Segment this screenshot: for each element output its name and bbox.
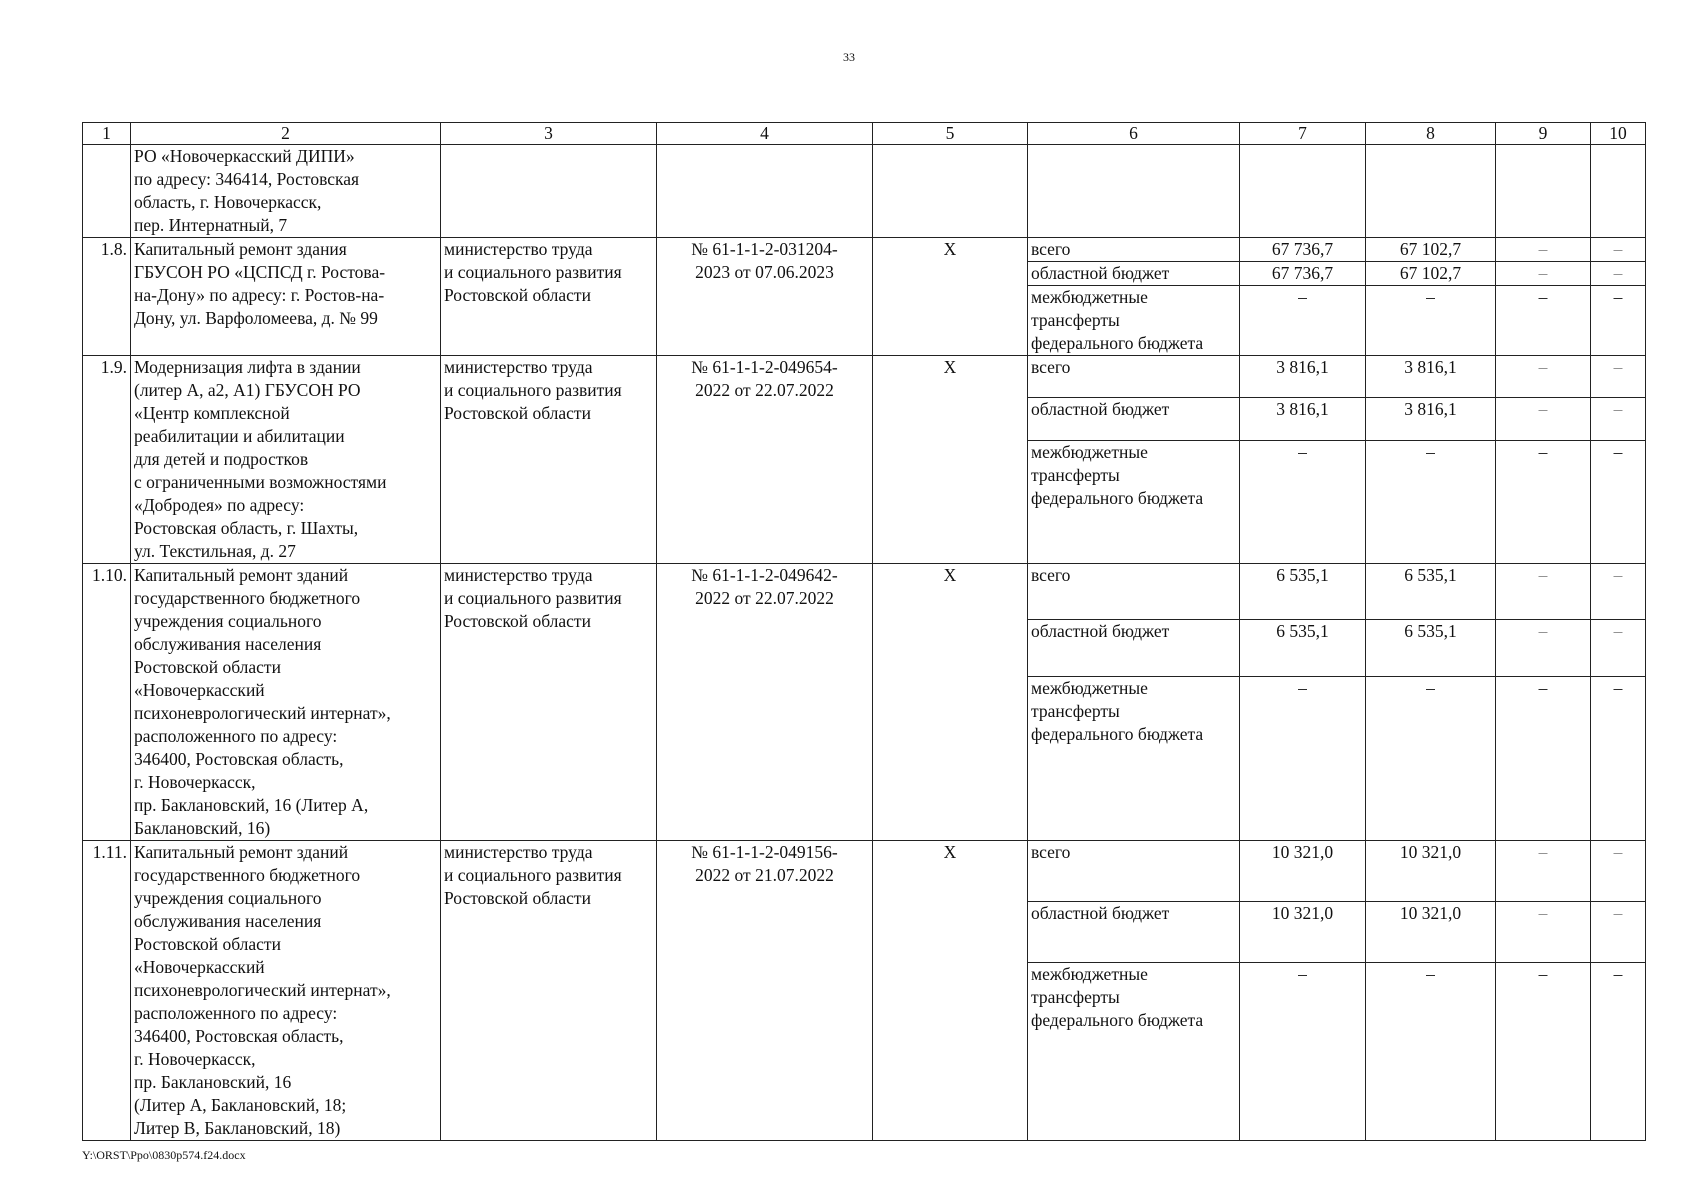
value-col-9: – [1496,440,1591,563]
value-col-7: 67 736,7 [1240,238,1366,262]
funding-source-label: всего [1028,564,1240,620]
value-col-7: – [1240,286,1366,356]
expertise-document: № 61-1-1-2-049654- 2022 от 22.07.2022 [657,356,873,564]
value-col-10: – [1591,238,1646,262]
responsible-ministry: министерство труда и социального развития Ростовской области [441,841,657,1141]
value-col-7: – [1240,963,1366,1141]
object-description: Капитальный ремонт здания ГБУСОН РО «ЦСПСД г. Ростова- на-Дону» по адресу: г. Ростов-на- Дону, ул. Варфоломеева, д. № 99 [131,238,441,356]
column-number: 4 [657,123,873,145]
column-number: 10 [1591,123,1646,145]
expertise-document: № 61-1-1-2-031204- 2023 от 07.06.2023 [657,238,873,356]
value-col-7: 67 736,7 [1240,262,1366,286]
value-col-8: 10 321,0 [1366,902,1496,963]
empty-cell [1366,145,1496,238]
value-col-9: – [1496,902,1591,963]
column-number: 1 [83,123,131,145]
value-col-8: 6 535,1 [1366,564,1496,620]
continuation-row [83,145,1646,238]
expertise-document: № 61-1-1-2-049642- 2022 от 22.07.2022 [657,564,873,841]
column-number: 5 [873,123,1028,145]
funding-source-label: межбюджетные трансферты федерального бюджета [1028,440,1240,563]
footer-file-path: Y:\ORST\Ppo\0830p574.f24.docx [82,1148,246,1162]
object-row [83,564,1646,620]
column-number: 6 [1028,123,1240,145]
empty-cell [873,145,1028,238]
column-5-mark: Х [873,841,1028,1141]
column-number: 2 [131,123,441,145]
budget-table [82,122,1646,1141]
row-number: 1.11. [83,841,131,1141]
value-col-9: – [1496,356,1591,398]
value-col-8: 3 816,1 [1366,356,1496,398]
value-col-8: 3 816,1 [1366,398,1496,440]
value-col-8: 67 102,7 [1366,262,1496,286]
column-numbers-row [83,123,1646,145]
value-col-10: – [1591,356,1646,398]
column-number: 9 [1496,123,1591,145]
value-col-10: – [1591,440,1646,563]
funding-source-label: межбюджетные трансферты федерального бюджета [1028,286,1240,356]
row-number: 1.8. [83,238,131,356]
column-5-mark: Х [873,564,1028,841]
value-col-10: – [1591,676,1646,840]
object-description: Модернизация лифта в здании (литер А, а2, А1) ГБУСОН РО «Центр комплексной реабилитации и абилитации для детей и подростков с ограниченными возможностями «Добродея» по адресу: Ростовская область, г. Шахты, ул. Текстильная, д. 27 [131,356,441,564]
column-5-mark: Х [873,356,1028,564]
object-description: РО «Новочеркасский ДИПИ» по адресу: 346414, Ростовская область, г. Новочеркасск, пер. Интернатный, 7 [131,145,441,238]
funding-source-label: всего [1028,841,1240,902]
funding-source-label: межбюджетные трансферты федерального бюджета [1028,676,1240,840]
value-col-7: 3 816,1 [1240,356,1366,398]
empty-cell [1591,145,1646,238]
value-col-8: 10 321,0 [1366,841,1496,902]
value-col-8: – [1366,676,1496,840]
value-col-9: – [1496,286,1591,356]
responsible-ministry: министерство труда и социального развития Ростовской области [441,238,657,356]
value-col-10: – [1591,286,1646,356]
value-col-8: 67 102,7 [1366,238,1496,262]
funding-source-label: всего [1028,238,1240,262]
value-col-9: – [1496,398,1591,440]
funding-source-label: областной бюджет [1028,262,1240,286]
value-col-7: 6 535,1 [1240,620,1366,676]
column-number: 3 [441,123,657,145]
column-number: 7 [1240,123,1366,145]
empty-cell [1496,145,1591,238]
column-number: 8 [1366,123,1496,145]
value-col-10: – [1591,963,1646,1141]
value-col-10: – [1591,620,1646,676]
value-col-9: – [1496,676,1591,840]
value-col-7: – [1240,440,1366,563]
value-col-10: – [1591,841,1646,902]
empty-cell [657,145,873,238]
value-col-10: – [1591,564,1646,620]
value-col-9: – [1496,963,1591,1141]
value-col-9: – [1496,238,1591,262]
value-col-7: 6 535,1 [1240,564,1366,620]
object-row [83,238,1646,262]
row-number: 1.9. [83,356,131,564]
page-number: 33 [843,50,855,64]
value-col-8: – [1366,963,1496,1141]
value-col-9: – [1496,564,1591,620]
funding-source-label: областной бюджет [1028,398,1240,440]
row-number-cell [83,145,131,238]
responsible-ministry: министерство труда и социального развития Ростовской области [441,356,657,564]
funding-source-label: областной бюджет [1028,902,1240,963]
value-col-7: – [1240,676,1366,840]
value-col-10: – [1591,398,1646,440]
value-col-7: 10 321,0 [1240,841,1366,902]
funding-source-label: всего [1028,356,1240,398]
responsible-ministry: министерство труда и социального развития Ростовской области [441,564,657,841]
funding-source-label: областной бюджет [1028,620,1240,676]
empty-cell [441,145,657,238]
value-col-8: – [1366,286,1496,356]
object-row [83,841,1646,902]
column-5-mark: Х [873,238,1028,356]
value-col-10: – [1591,902,1646,963]
funding-source-label: межбюджетные трансферты федерального бюджета [1028,963,1240,1141]
value-col-7: 10 321,0 [1240,902,1366,963]
value-col-9: – [1496,262,1591,286]
value-col-9: – [1496,841,1591,902]
object-row [83,356,1646,398]
empty-cell [1240,145,1366,238]
value-col-8: – [1366,440,1496,563]
object-description: Капитальный ремонт зданий государственного бюджетного учреждения социального обслуживания населения Ростовской области «Новочеркасский психоневрологический интернат», расположенного по адресу: 346400, Ростовская область, г. Новочеркасск, пр. Баклановский, 16 (Литер А, Баклановский, 16) [131,564,441,841]
expertise-document: № 61-1-1-2-049156- 2022 от 21.07.2022 [657,841,873,1141]
value-col-9: – [1496,620,1591,676]
value-col-8: 6 535,1 [1366,620,1496,676]
value-col-10: – [1591,262,1646,286]
value-col-7: 3 816,1 [1240,398,1366,440]
row-number: 1.10. [83,564,131,841]
object-description: Капитальный ремонт зданий государственного бюджетного учреждения социального обслуживания населения Ростовской области «Новочеркасский психоневрологический интернат», расположенного по адресу: 346400, Ростовская область, г. Новочеркасск, пр. Баклановский, 16 (Литер А, Баклановский, 18; Литер В, Баклановский, 18) [131,841,441,1141]
empty-cell [1028,145,1240,238]
